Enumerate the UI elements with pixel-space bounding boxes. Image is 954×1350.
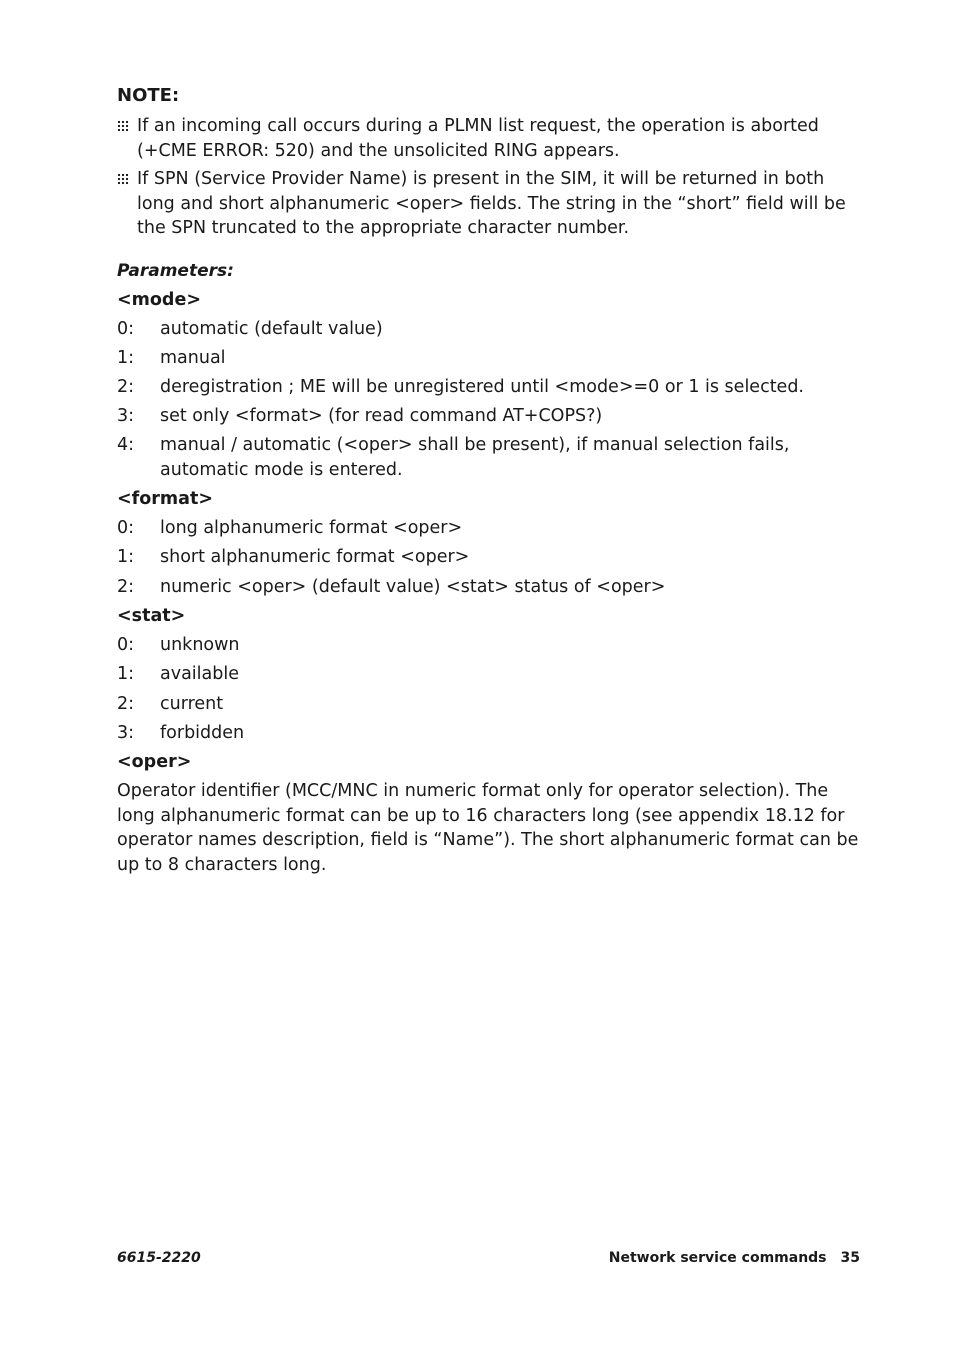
footer-section bbox=[609, 1250, 860, 1266]
grid-bullet-icon bbox=[117, 173, 129, 185]
format-row bbox=[117, 516, 862, 541]
stat-row bbox=[117, 662, 862, 687]
stat-heading: <stat> bbox=[117, 606, 186, 627]
note-text: If an incoming call occurs during a PLMN list request, the operation is aborted (+CME ERROR: 520) and the unsolicited RING appears. bbox=[137, 116, 819, 161]
stat-value: 3: bbox=[117, 722, 135, 743]
stat-row bbox=[117, 721, 862, 746]
format-row bbox=[117, 575, 862, 600]
format-description: long alphanumeric format <oper> bbox=[160, 518, 463, 539]
stat-value: 0: bbox=[117, 635, 135, 656]
mode-description: manual / automatic (<oper> shall be present), if manual selection fails, automatic mode is entered. bbox=[160, 435, 790, 480]
note-text: If SPN (Service Provider Name) is present in the SIM, it will be returned in both long and short alphanumeric <oper> fields. The string in the “short” field will be the SPN truncated to the appropriate character number. bbox=[137, 169, 846, 238]
mode-value: 4: bbox=[117, 435, 135, 456]
format-row bbox=[117, 545, 862, 570]
mode-description: manual bbox=[160, 347, 226, 368]
oper-heading: <oper> bbox=[117, 752, 192, 773]
oper-description: Operator identifier (MCC/MNC in numeric format only for operator selection). The long alphanumeric format can be up to 16 characters long (see appendix 18.12 for operator names description, field is “Name”). The short alphanumeric format can be up to 8 characters long. bbox=[117, 781, 859, 875]
mode-value: 2: bbox=[117, 376, 135, 397]
stat-description: available bbox=[160, 664, 239, 685]
mode-row bbox=[117, 433, 862, 482]
section-title: Network service commands bbox=[608, 1250, 827, 1266]
mode-row bbox=[117, 404, 862, 429]
mode-row bbox=[117, 317, 862, 342]
format-description: numeric <oper> (default value) <stat> status of <oper> bbox=[160, 576, 666, 597]
grid-bullet-icon bbox=[117, 120, 129, 132]
stat-description: forbidden bbox=[160, 722, 245, 743]
format-heading: <format> bbox=[117, 489, 214, 510]
page-number: 35 bbox=[840, 1250, 860, 1266]
note-item bbox=[117, 167, 862, 241]
document-number: 6615-2220 bbox=[117, 1250, 201, 1266]
format-value: 0: bbox=[117, 518, 135, 539]
stat-row bbox=[117, 692, 862, 717]
mode-value: 0: bbox=[117, 318, 135, 339]
stat-description: unknown bbox=[160, 635, 240, 656]
mode-description: set only <format> (for read command AT+COPS?) bbox=[160, 406, 603, 427]
stat-row bbox=[117, 633, 862, 658]
note-item bbox=[117, 114, 862, 163]
stat-value: 2: bbox=[117, 693, 135, 714]
mode-row bbox=[117, 346, 862, 371]
mode-description: deregistration ; ME will be unregistered until <mode>=0 or 1 is selected. bbox=[160, 376, 804, 397]
mode-value: 3: bbox=[117, 406, 135, 427]
stat-description: current bbox=[160, 693, 224, 714]
format-value: 2: bbox=[117, 576, 135, 597]
format-description: short alphanumeric format <oper> bbox=[160, 547, 470, 568]
mode-row bbox=[117, 375, 862, 400]
page-footer bbox=[117, 1250, 860, 1272]
stat-value: 1: bbox=[117, 664, 135, 685]
mode-description: automatic (default value) bbox=[160, 318, 383, 339]
mode-value: 1: bbox=[117, 347, 135, 368]
page-content bbox=[117, 84, 862, 877]
mode-heading: <mode> bbox=[117, 289, 201, 310]
format-value: 1: bbox=[117, 547, 135, 568]
parameters-title: Parameters: bbox=[117, 260, 234, 281]
note-title: NOTE: bbox=[117, 85, 180, 106]
